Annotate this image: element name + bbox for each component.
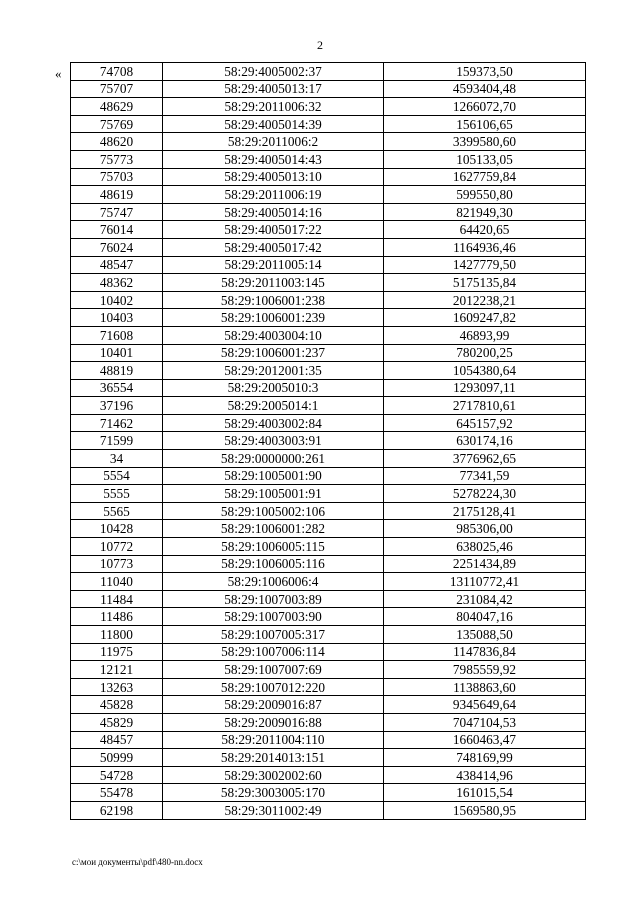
value-cell: 7985559,92 — [384, 661, 586, 679]
value-cell: 105133,05 — [384, 150, 586, 168]
record-number-cell: 37196 — [71, 397, 163, 415]
record-number-cell: 5555 — [71, 485, 163, 503]
value-cell: 5175135,84 — [384, 274, 586, 292]
cadastral-number-cell: 58:29:2005010:3 — [163, 379, 384, 397]
value-cell: 3399580,60 — [384, 133, 586, 151]
table-row — [71, 555, 586, 573]
record-number-cell: 36554 — [71, 379, 163, 397]
record-number-cell: 48362 — [71, 274, 163, 292]
record-number-cell: 48819 — [71, 362, 163, 380]
record-number-cell: 75769 — [71, 115, 163, 133]
table-row — [71, 238, 586, 256]
record-number-cell: 54728 — [71, 766, 163, 784]
value-cell: 1147836,84 — [384, 643, 586, 661]
record-number-cell: 10428 — [71, 520, 163, 538]
record-number-cell: 10772 — [71, 538, 163, 556]
value-cell: 64420,65 — [384, 221, 586, 239]
record-number-cell: 71462 — [71, 414, 163, 432]
table-row — [71, 432, 586, 450]
cadastral-number-cell: 58:29:4005002:37 — [163, 63, 384, 81]
table-row — [71, 203, 586, 221]
record-number-cell: 62198 — [71, 801, 163, 819]
record-number-cell: 71608 — [71, 326, 163, 344]
value-cell: 630174,16 — [384, 432, 586, 450]
cadastral-number-cell: 58:29:2011004:110 — [163, 731, 384, 749]
table-row — [71, 467, 586, 485]
record-number-cell: 75703 — [71, 168, 163, 186]
value-cell: 638025,46 — [384, 538, 586, 556]
record-number-cell: 71599 — [71, 432, 163, 450]
cadastral-number-cell: 58:29:2011003:145 — [163, 274, 384, 292]
opening-quote-mark: « — [55, 66, 62, 81]
record-number-cell: 48547 — [71, 256, 163, 274]
cadastral-number-cell: 58:29:2011005:14 — [163, 256, 384, 274]
value-cell: 13110772,41 — [384, 573, 586, 591]
value-cell: 9345649,64 — [384, 696, 586, 714]
record-number-cell: 75707 — [71, 80, 163, 98]
value-cell: 645157,92 — [384, 414, 586, 432]
value-cell: 231084,42 — [384, 590, 586, 608]
table-row — [71, 291, 586, 309]
value-cell: 821949,30 — [384, 203, 586, 221]
cadastral-number-cell: 58:29:1006005:115 — [163, 538, 384, 556]
record-number-cell: 10401 — [71, 344, 163, 362]
record-number-cell: 48457 — [71, 731, 163, 749]
cadastral-number-cell: 58:29:1007003:89 — [163, 590, 384, 608]
table-row — [71, 573, 586, 591]
record-number-cell: 5554 — [71, 467, 163, 485]
table-row — [71, 168, 586, 186]
record-number-cell: 45828 — [71, 696, 163, 714]
value-cell: 1609247,82 — [384, 309, 586, 327]
record-number-cell: 10402 — [71, 291, 163, 309]
value-cell: 438414,96 — [384, 766, 586, 784]
table-row — [71, 626, 586, 644]
value-cell: 161015,54 — [384, 784, 586, 802]
table-row — [71, 520, 586, 538]
record-number-cell: 11040 — [71, 573, 163, 591]
value-cell: 3776962,65 — [384, 450, 586, 468]
cadastral-number-cell: 58:29:2009016:87 — [163, 696, 384, 714]
table-row — [71, 661, 586, 679]
table-row — [71, 801, 586, 819]
record-number-cell: 75773 — [71, 150, 163, 168]
cadastral-number-cell: 58:29:4003003:91 — [163, 432, 384, 450]
record-number-cell: 11484 — [71, 590, 163, 608]
cadastral-number-cell: 58:29:1007003:90 — [163, 608, 384, 626]
value-cell: 2175128,41 — [384, 502, 586, 520]
value-cell: 1660463,47 — [384, 731, 586, 749]
value-cell: 1427779,50 — [384, 256, 586, 274]
value-cell: 4593404,48 — [384, 80, 586, 98]
record-number-cell: 76014 — [71, 221, 163, 239]
cadastral-number-cell: 58:29:4005017:22 — [163, 221, 384, 239]
record-number-cell: 75747 — [71, 203, 163, 221]
value-cell: 1164936,46 — [384, 238, 586, 256]
cadastral-number-cell: 58:29:4005014:16 — [163, 203, 384, 221]
record-number-cell: 76024 — [71, 238, 163, 256]
record-number-cell: 48619 — [71, 186, 163, 204]
table-row — [71, 133, 586, 151]
cadastral-number-cell: 58:29:1007005:317 — [163, 626, 384, 644]
value-cell: 748169,99 — [384, 749, 586, 767]
cadastral-number-cell: 58:29:4005014:43 — [163, 150, 384, 168]
table-row — [71, 256, 586, 274]
table-row — [71, 784, 586, 802]
cadastral-number-cell: 58:29:1006005:116 — [163, 555, 384, 573]
table-row — [71, 414, 586, 432]
record-number-cell: 55478 — [71, 784, 163, 802]
table-row — [71, 397, 586, 415]
cadastral-number-cell: 58:29:3003005:170 — [163, 784, 384, 802]
value-cell: 159373,50 — [384, 63, 586, 81]
value-cell: 46893,99 — [384, 326, 586, 344]
value-cell: 77341,59 — [384, 467, 586, 485]
cadastral-number-cell: 58:29:1007007:69 — [163, 661, 384, 679]
record-number-cell: 5565 — [71, 502, 163, 520]
value-cell: 1138863,60 — [384, 678, 586, 696]
table-row — [71, 98, 586, 116]
table-row — [71, 713, 586, 731]
record-number-cell: 10403 — [71, 309, 163, 327]
table-row — [71, 749, 586, 767]
record-number-cell: 50999 — [71, 749, 163, 767]
table-row — [71, 485, 586, 503]
table-row — [71, 643, 586, 661]
cadastral-number-cell: 58:29:1006006:4 — [163, 573, 384, 591]
cadastral-number-cell: 58:29:4003004:10 — [163, 326, 384, 344]
cadastral-number-cell: 58:29:1006001:282 — [163, 520, 384, 538]
cadastral-number-cell: 58:29:4003002:84 — [163, 414, 384, 432]
cadastral-number-cell: 58:29:1006001:237 — [163, 344, 384, 362]
cadastral-number-cell: 58:29:2011006:2 — [163, 133, 384, 151]
cadastral-number-cell: 58:29:1005001:91 — [163, 485, 384, 503]
value-cell: 2717810,61 — [384, 397, 586, 415]
cadastral-number-cell: 58:29:4005014:39 — [163, 115, 384, 133]
cadastral-number-cell: 58:29:4005013:17 — [163, 80, 384, 98]
table-row — [71, 450, 586, 468]
value-cell: 156106,65 — [384, 115, 586, 133]
cadastral-number-cell: 58:29:2012001:35 — [163, 362, 384, 380]
table-row — [71, 538, 586, 556]
cadastral-number-cell: 58:29:2005014:1 — [163, 397, 384, 415]
record-number-cell: 48620 — [71, 133, 163, 151]
value-cell: 1569580,95 — [384, 801, 586, 819]
value-cell: 2251434,89 — [384, 555, 586, 573]
cadastral-number-cell: 58:29:2009016:88 — [163, 713, 384, 731]
table-row — [71, 326, 586, 344]
value-cell: 780200,25 — [384, 344, 586, 362]
table-row — [71, 80, 586, 98]
cadastral-number-cell: 58:29:4005017:42 — [163, 238, 384, 256]
value-cell: 1266072,70 — [384, 98, 586, 116]
table-row — [71, 590, 586, 608]
table-row — [71, 186, 586, 204]
record-number-cell: 34 — [71, 450, 163, 468]
cadastral-number-cell: 58:29:1007006:114 — [163, 643, 384, 661]
table-row — [71, 731, 586, 749]
value-cell: 135088,50 — [384, 626, 586, 644]
cadastral-number-cell: 58:29:3002002:60 — [163, 766, 384, 784]
record-number-cell: 10773 — [71, 555, 163, 573]
value-cell: 1054380,64 — [384, 362, 586, 380]
table-row — [71, 221, 586, 239]
record-number-cell: 11800 — [71, 626, 163, 644]
cadastral-number-cell: 58:29:1006001:239 — [163, 309, 384, 327]
value-cell: 1627759,84 — [384, 168, 586, 186]
cadastral-number-cell: 58:29:1005001:90 — [163, 467, 384, 485]
value-cell: 7047104,53 — [384, 713, 586, 731]
value-cell: 804047,16 — [384, 608, 586, 626]
cadastral-number-cell: 58:29:2011006:32 — [163, 98, 384, 116]
value-cell: 985306,00 — [384, 520, 586, 538]
table-row — [71, 344, 586, 362]
value-cell: 5278224,30 — [384, 485, 586, 503]
cadastral-number-cell: 58:29:1005002:106 — [163, 502, 384, 520]
cadastral-number-cell: 58:29:0000000:261 — [163, 450, 384, 468]
table-body — [71, 63, 586, 820]
value-cell: 2012238,21 — [384, 291, 586, 309]
record-number-cell: 45829 — [71, 713, 163, 731]
record-number-cell: 11486 — [71, 608, 163, 626]
cadastral-number-cell: 58:29:1007012:220 — [163, 678, 384, 696]
table-row — [71, 696, 586, 714]
cadastral-table — [70, 62, 586, 820]
cadastral-number-cell: 58:29:1006001:238 — [163, 291, 384, 309]
table-row — [71, 115, 586, 133]
record-number-cell: 13263 — [71, 678, 163, 696]
value-cell: 1293097,11 — [384, 379, 586, 397]
table-row — [71, 678, 586, 696]
table-row — [71, 608, 586, 626]
record-number-cell: 11975 — [71, 643, 163, 661]
table-row — [71, 766, 586, 784]
cadastral-number-cell: 58:29:2011006:19 — [163, 186, 384, 204]
record-number-cell: 74708 — [71, 63, 163, 81]
page-number: 2 — [317, 38, 323, 52]
table-row — [71, 379, 586, 397]
table-row — [71, 150, 586, 168]
cadastral-number-cell: 58:29:2014013:151 — [163, 749, 384, 767]
cadastral-number-cell: 58:29:3011002:49 — [163, 801, 384, 819]
value-cell: 599550,80 — [384, 186, 586, 204]
table-row — [71, 63, 586, 81]
record-number-cell: 12121 — [71, 661, 163, 679]
table-row — [71, 502, 586, 520]
table-row — [71, 309, 586, 327]
record-number-cell: 48629 — [71, 98, 163, 116]
table-row — [71, 362, 586, 380]
cadastral-number-cell: 58:29:4005013:10 — [163, 168, 384, 186]
table-row — [71, 274, 586, 292]
footer-file-path: c:\мои документы\pdf\480-nn.docx — [72, 857, 203, 867]
